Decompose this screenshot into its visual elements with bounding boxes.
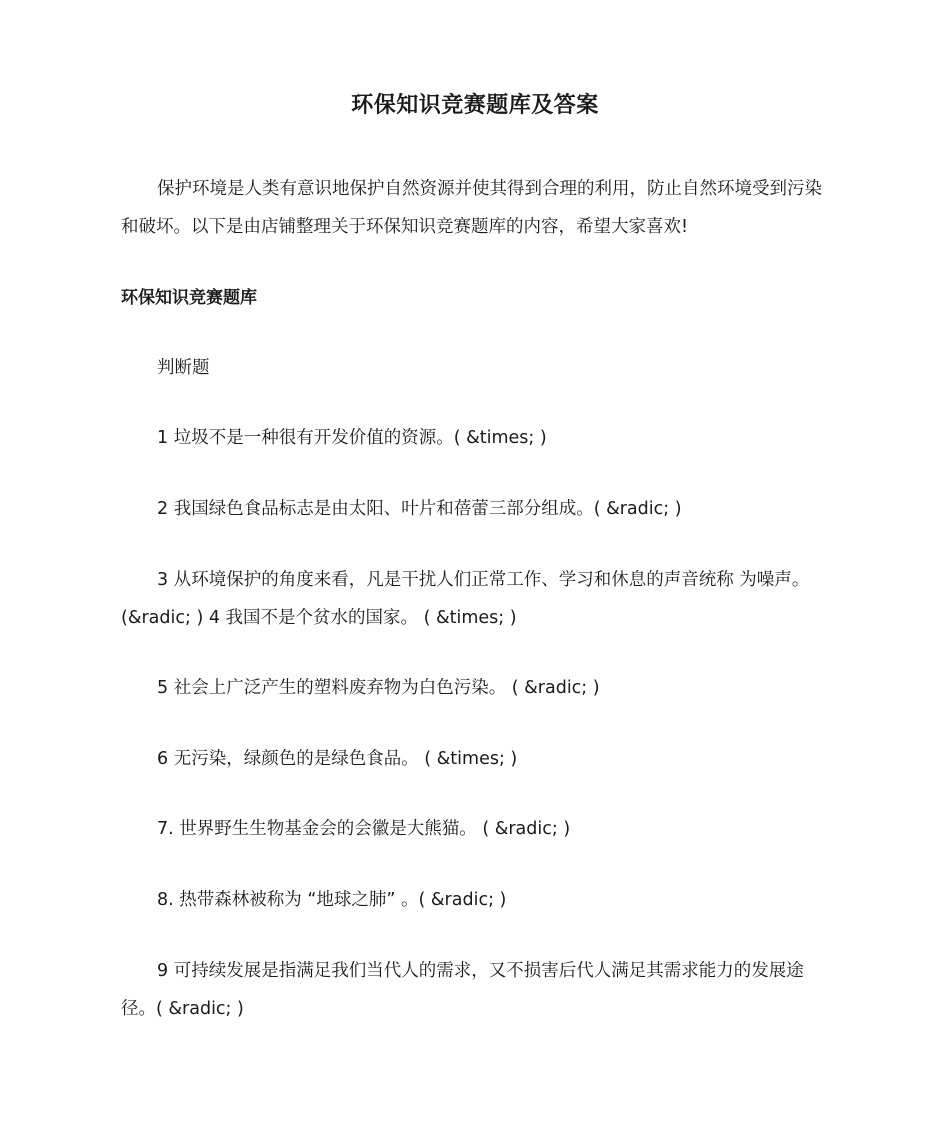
document-title: 环保知识竞赛题库及答案 [351, 93, 599, 118]
intro-paragraph: 保护环境是人类有意识地保护自然资源并使其得到合理的利用，防止自然环境受到污染和破坏。以下是由店铺整理关于环保知识竞赛题库的内容，希望大家喜欢! [121, 179, 822, 237]
question-item-1: 1 垃圾不是一种很有开发价值的资源。( &times; ) [157, 428, 547, 448]
question-item-2: 2 我国绿色食品标志是由太阳、叶片和蓓蕾三部分组成。( &radic; ) [157, 499, 682, 519]
question-item-8: 8. 热带森林被称为 “地球之肺” 。( &radic; ) [157, 890, 507, 910]
question-item-7: 7. 世界野生生物基金会的会徽是大熊猫。 ( &radic; ) [157, 819, 571, 839]
question-item-5: 5 社会上广泛产生的塑料废弃物为白色污染。 ( &radic; ) [157, 678, 600, 698]
section-heading: 环保知识竞赛题库 [121, 288, 257, 308]
subsection-heading: 判断题 [157, 358, 210, 378]
question-item-9: 9 可持续发展是指满足我们当代人的需求，又不损害后代人满足其需求能力的发展途径。( &radic; ) [121, 961, 804, 1019]
question-item-6: 6 无污染，绿颜色的是绿色食品。 ( &times; ) [157, 749, 518, 769]
question-item-3-4: 3 从环境保护的角度来看，凡是干扰人们正常工作、学习和休息的声音统称 为噪声。(&radic; ) 4 我国不是个贫水的国家。 ( &times; ) [121, 570, 810, 628]
